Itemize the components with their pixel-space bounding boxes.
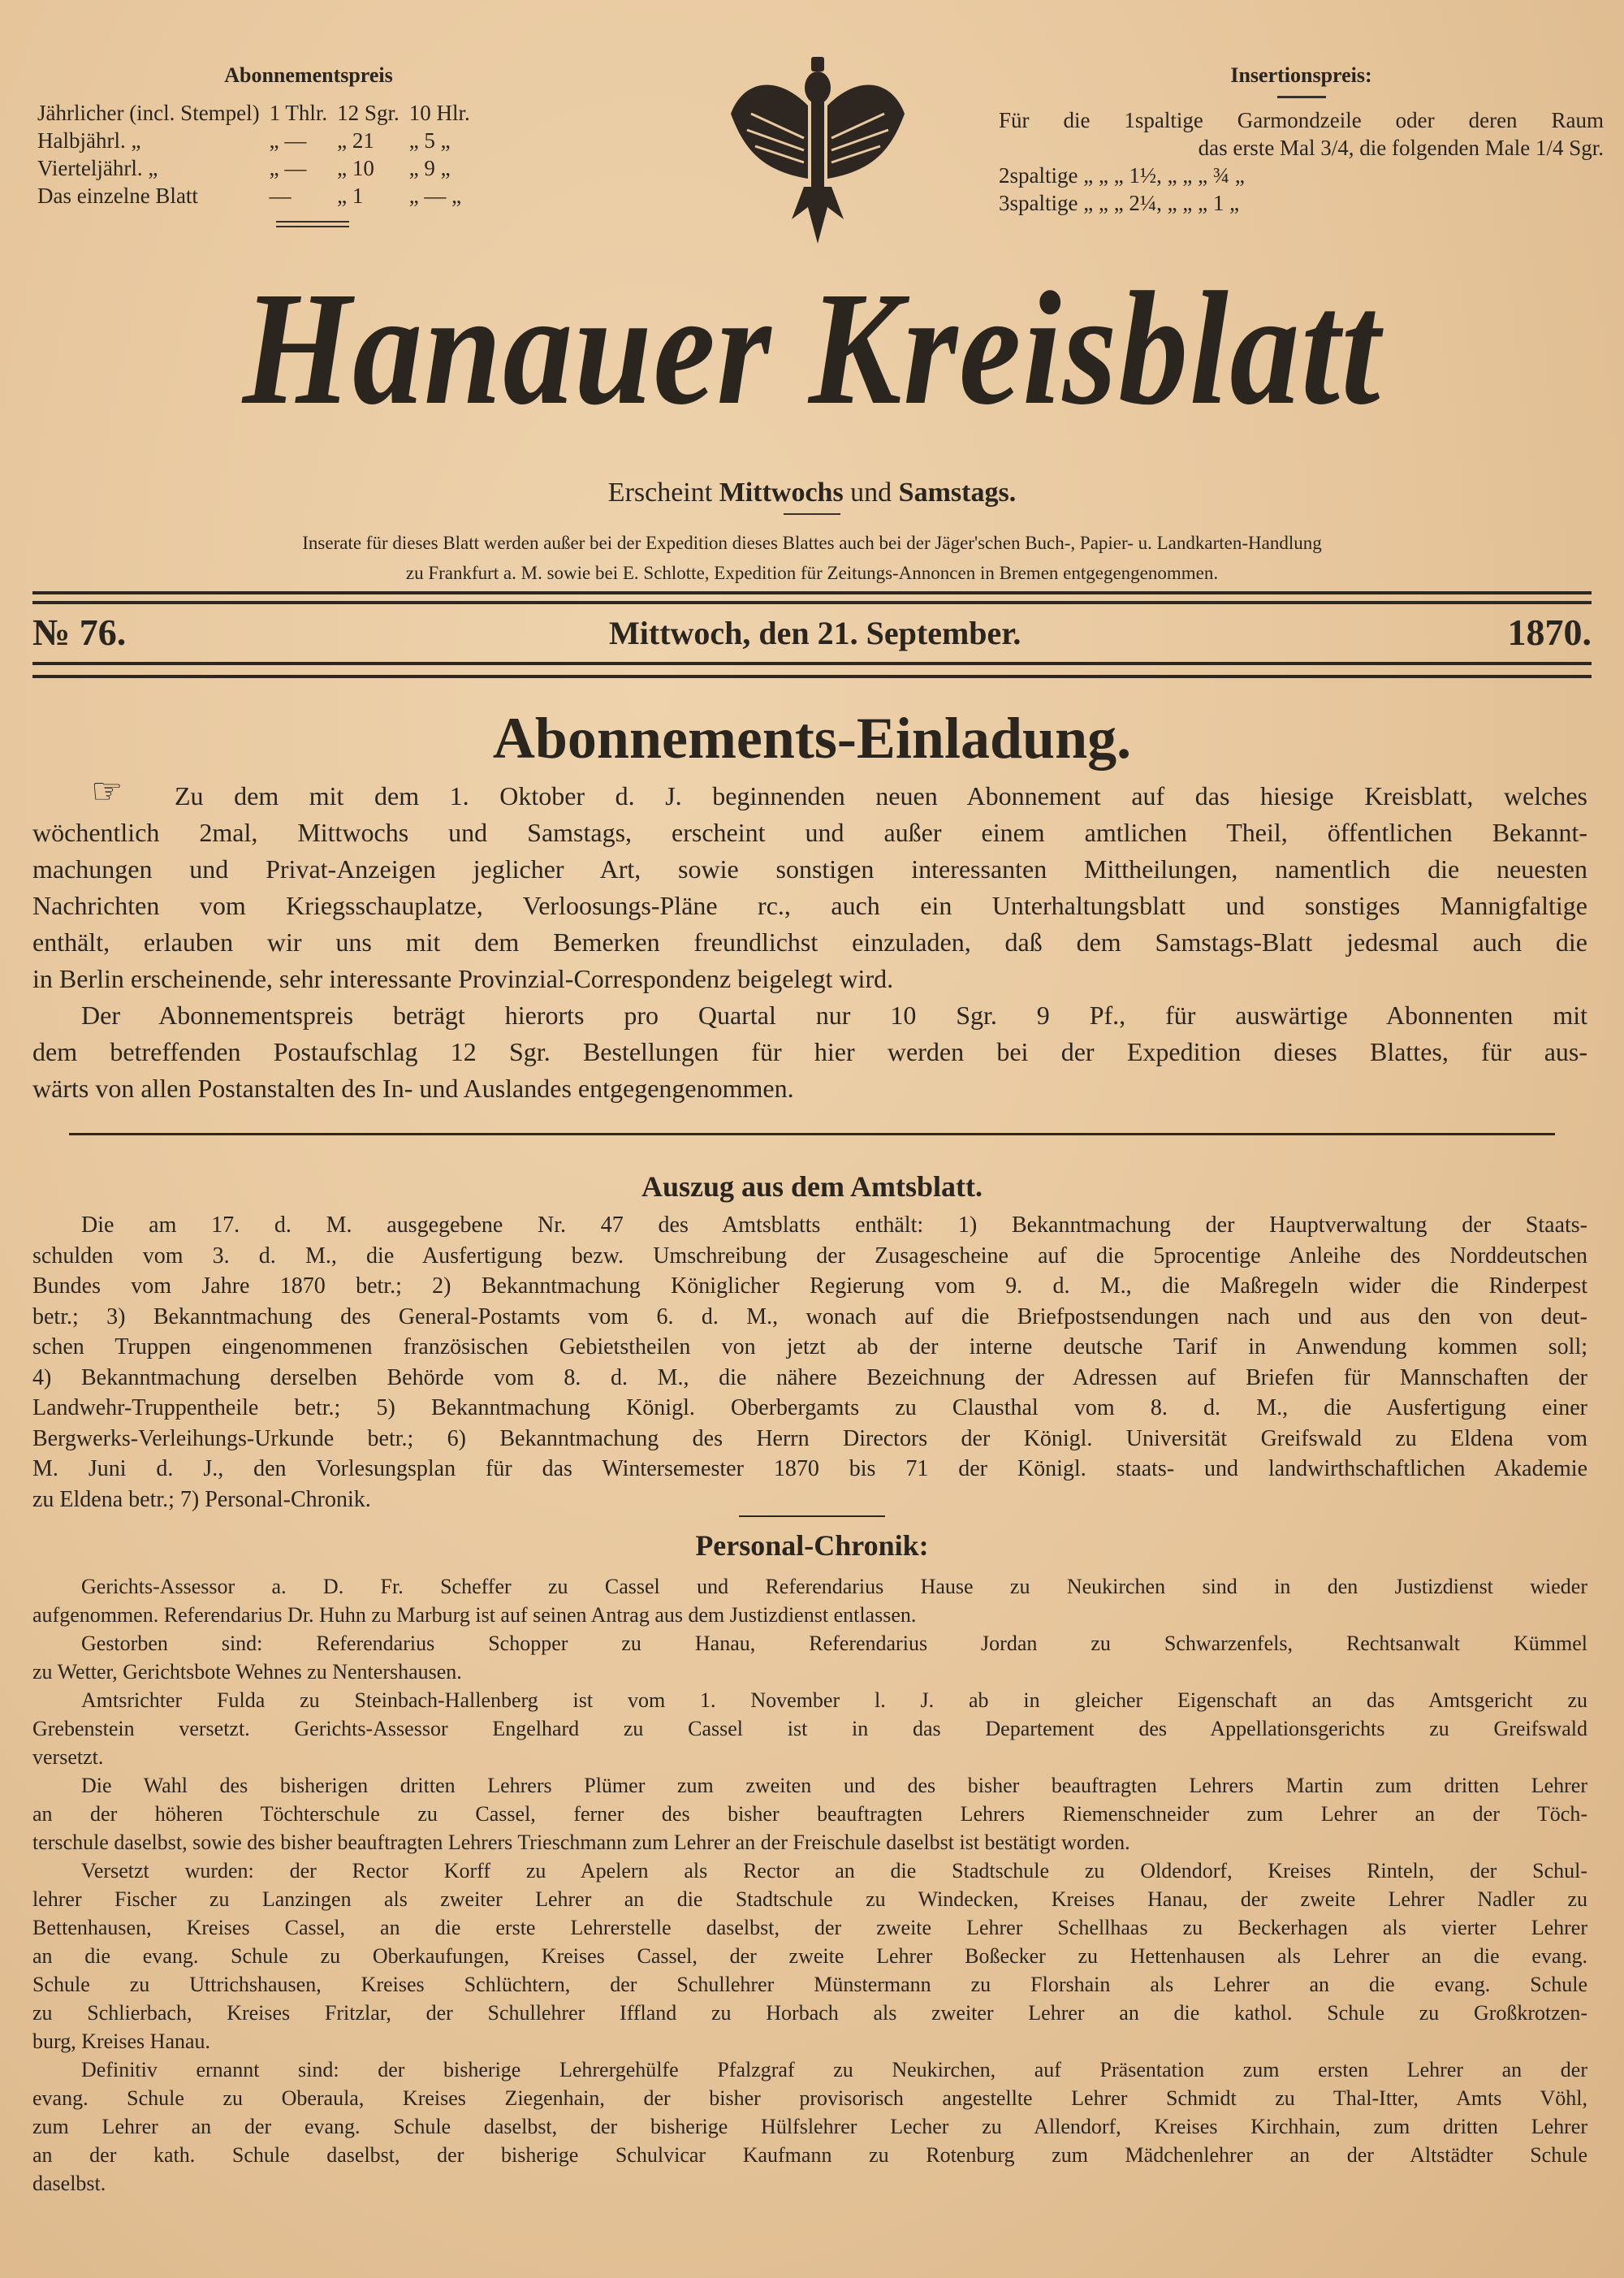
subscription-cell: 1 Thlr. (269, 100, 328, 125)
text-line: daselbst. (32, 2172, 106, 2195)
chronik-text (32, 1572, 1587, 2198)
subscription-cell: „ 21 (337, 128, 374, 153)
text-line: lehrer Fischer zu Lanzingen als zweiter Lehrer an die Stadtschule zu Windecken, Kreises Hanau, der zweite Lehrer Nadler zu (32, 1887, 1587, 1911)
issue-year: 1870. (1507, 612, 1592, 653)
advertising-notice (0, 528, 1624, 588)
text-line: Bergwerks-Verleihungs-Urkunde betr.; 6) Bekanntmachung des Herrn Directors der Königl. Universität Greifswald zu Eldena vom (32, 1425, 1587, 1451)
subscription-row (32, 127, 475, 154)
notice-line: zu Frankfurt a. M. sowie bei E. Schlotte, Expedition für Zeitungs-Annoncen in Bremen entgegengenommen. (405, 563, 1219, 583)
issue-date: Mittwoch, den 21. September. (609, 615, 1021, 651)
chronik-title: Personal-Chronik: (695, 1529, 929, 1562)
invitation-text (32, 778, 1587, 1107)
publication-schedule (0, 478, 1624, 508)
subscription-table (32, 99, 475, 210)
text-line: Bundes vom Jahre 1870 betr.; 2) Bekanntmachung Königlicher Regierung vom 9. d. M., die Maßregeln wider die Rinderpest (32, 1273, 1587, 1299)
double-rule (32, 662, 1592, 678)
subscription-cell: „ — (269, 128, 307, 153)
schedule-and: und (850, 478, 892, 508)
text-line: Schule zu Uttrichshausen, Kreises Schlüchtern, der Schullehrer Münstermann zu Florshain als Lehrer an die evang. Schule (32, 1973, 1587, 1996)
text-line: schen Truppen eingenommenen französischen Gebietstheilen von jetzt ab der interne deutsche Tarif in Anwendung kommen soll; (32, 1334, 1587, 1359)
text-line: Landwehr-Truppentheile betr.; 5) Bekanntmachung Königl. Oberbergamts zu Clausthal vom 8. d. M., die Ausfertigung einer (32, 1395, 1587, 1420)
subscription-cell: „ 5 „ (408, 128, 451, 153)
double-rule (32, 591, 1592, 604)
text-line: Nachrichten vom Kriegsschauplatze, Verloosungs-Pläne rc., auch ein Unterhaltungsblatt und sonstiges Mannigfaltige (32, 891, 1587, 920)
text-line: machungen und Privat-Anzeigen jeglicher Art, sowie sonstigen interessanten Mittheilungen, namentlich die neuesten (32, 854, 1587, 884)
text-line: terschule daselbst, sowie des bisher beauftragten Lehrers Trieschmann zum Lehrer an der Freischule daselbst ist bestätigt worden. (32, 1831, 1130, 1854)
subscription-row (32, 99, 475, 127)
text-line: Bettenhausen, Kreises Cassel, an die erste Lehrerstelle daselbst, der zweite Lehrer Schellhaas zu Beckerhagen als vierter Lehrer (32, 1916, 1587, 1939)
schedule-day-1: Mittwochs (719, 478, 844, 508)
text-line: schulden vom 3. d. M., die Ausfertigung bezw. Umschreibung der Zusagescheine auf die 5procentige Anleihe des Norddeutschen (32, 1243, 1587, 1269)
text-line: wöchentlich 2mal, Mittwochs und Samstags, erscheint und außer einem amtlichen Theil, öffentlichen Bekannt- (32, 818, 1587, 847)
pointing-hand-icon: ☞ (91, 772, 123, 811)
text-line: 4) Bekanntmachung derselben Behörde vom 8. d. M., die nähere Bezeichnung der Adressen auf Briefen für Mannschaften der (32, 1364, 1587, 1390)
text-line: wärts von allen Postanstalten des In- und Auslandes entgegengenommen. (32, 1074, 794, 1103)
insertion-line: 3spaltige „ „ „ 2¼, „ „ „ 1 „ (999, 191, 1240, 215)
divider (69, 1133, 1555, 1135)
subscription-cell: Das einzelne Blatt (37, 183, 198, 208)
text-line: an der kath. Schule daselbst, der bisherige Schulvicar Kaufmann zu Rotenburg zum Mädchenlehrer an der Altstädter Schule (32, 2143, 1587, 2167)
notice-line: Inserate für dieses Blatt werden außer bei der Expedition dieses Blattes auch bei der Jäger'schen Buch-, Papier- u. Landkarten-Handlung (302, 533, 1322, 553)
schedule-prefix: Erscheint (607, 478, 713, 508)
text-line: aufgenommen. Referendarius Dr. Huhn zu Marburg ist auf seinen Antrag aus dem Justizdienst entlassen. (32, 1603, 917, 1627)
text-line: betr.; 3) Bekanntmachung des General-Postamts vom 6. d. M., wonach auf die Briefpostsendungen nach und aus den von deut- (32, 1303, 1587, 1329)
text-line: Die am 17. d. M. ausgegebene Nr. 47 des Amtsblatts enthält: 1) Bekanntmachung der Hauptverwaltung der Staats- (81, 1212, 1587, 1238)
text-line: an der höheren Töchterschule zu Cassel, ferner des bisher beauftragten Lehrers Riemenschneider zum Lehrer an der Töch- (32, 1802, 1587, 1826)
subscription-cell: Jährlicher (incl. Stempel) (37, 100, 260, 125)
text-line: Gerichts-Assessor a. D. Fr. Scheffer zu Cassel und Referendarius Hause zu Neukirchen sind in den Justizdienst wieder (81, 1575, 1587, 1598)
text-line: zu Wetter, Gerichtsbote Wehnes zu Nentershausen. (32, 1660, 462, 1684)
text-line: an die evang. Schule zu Oberkaufungen, Kreises Cassel, der zweite Lehrer Boßecker zu Hettenhausen als Lehrer an die evang. (32, 1944, 1587, 1968)
subscription-cell: Vierteljährl. „ (37, 155, 158, 180)
text-line: M. Juni d. J., den Vorlesungsplan für das Wintersemester 1870 bis 71 der Königl. staats- und landwirthschaftlichen Akademie (32, 1456, 1587, 1481)
insertion-title: Insertionspreis: (1230, 63, 1372, 87)
insertion-line: Für die 1spaltige Garmondzeile oder deren Raum (999, 108, 1604, 132)
subscription-cell: „ — „ (408, 183, 462, 208)
text-line: Versetzt wurden: der Rector Korff zu Apelern als Rector an die Stadtschule zu Oldendorf, Kreises Rinteln, der Schul- (81, 1859, 1587, 1882)
subscription-cell: — (269, 183, 292, 208)
eagle-icon (727, 57, 909, 244)
issue-number: № 76. (32, 612, 127, 653)
amtsblatt-title: Auszug aus dem Amtsblatt. (641, 1170, 983, 1203)
subscription-cell: „ 1 (337, 183, 364, 208)
subscription-cell: Halbjährl. „ (37, 128, 141, 153)
text-line: enthält, erlauben wir uns mit dem Bemerken freundlichst einzuladen, daß dem Samstags-Blatt jedesmal auch die (32, 927, 1587, 957)
text-line: evang. Schule zu Oberaula, Kreises Ziegenhain, der bisher provisorisch angestellte Lehrer Schmidt zu Thal-Itter, Amts Vöhl, (32, 2086, 1587, 2110)
subscription-row (32, 154, 475, 182)
issue-line (32, 611, 1592, 656)
divider (739, 1515, 885, 1517)
text-line: Definitiv ernannt sind: der bisherige Lehrergehülfe Pfalzgraf zu Neukirchen, auf Präsentation zum ersten Lehrer an der (81, 2058, 1587, 2081)
subscription-price-block (32, 63, 585, 227)
text-line: zu Eldena betr.; 7) Personal-Chronik. (32, 1486, 371, 1512)
subscription-cell: „ 10 (337, 155, 374, 180)
text-line: Gestorben sind: Referendarius Schopper zu Hanau, Referendarius Jordan zu Schwarzenfels, Rechtsanwalt Kümmel (81, 1632, 1587, 1655)
divider (57, 513, 1567, 516)
subscription-cell: 10 Hlr. (408, 100, 470, 125)
subscription-row (32, 182, 475, 210)
text-line: dem betreffenden Postaufschlag 12 Sgr. Bestellungen für hier werden bei der Expedition dieses Blattes, für aus- (32, 1037, 1587, 1066)
text-line: Amtsrichter Fulda zu Steinbach-Hallenberg ist vom 1. November l. J. ab in gleicher Eigenschaft an das Amtsgericht zu (81, 1688, 1587, 1712)
schedule-day-2: Samstags. (898, 478, 1017, 508)
text-line: zu Schlierbach, Kreises Fritzlar, der Schullehrer Iffland zu Horbach als zweiter Lehrer an die kathol. Schule zu Großkrotzen- (32, 2001, 1587, 2025)
insertion-line: das erste Mal 3/4, die folgenden Male 1/4 Sgr. (1198, 136, 1604, 160)
subscription-cell: 12 Sgr. (337, 100, 400, 125)
text-line: zum Lehrer an der evang. Schule daselbst, der bisherige Hülfslehrer Lecher zu Allendorf, Kreises Kirchhain, zum dritten Lehrer (32, 2115, 1587, 2138)
insertion-line: 2spaltige „ „ „ 1½, „ „ „ ¾ „ (999, 163, 1245, 188)
subscription-cell: „ 9 „ (408, 155, 451, 180)
subscription-cell: „ — (269, 155, 307, 180)
text-line: in Berlin erscheinende, sehr interessante Provinzial-Correspondenz beigelegt wird. (32, 964, 894, 993)
text-line: Zu dem mit dem 1. Oktober d. J. beginnenden neuen Abonnement auf das hiesige Kreisblatt, welches (175, 781, 1587, 810)
text-line: Die Wahl des bisherigen dritten Lehrers Plümer zum zweiten und des bisher beauftragten Lehrers Martin zum dritten Lehrer (81, 1774, 1587, 1797)
subscription-title: Abonnementspreis (224, 63, 393, 87)
amtsblatt-text (32, 1210, 1587, 1515)
text-line: Grebenstein versetzt. Gerichts-Assessor Engelhard zu Cassel ist in das Departement des Appellationsgerichts zu Greifswald (32, 1717, 1587, 1740)
invitation-title: Abonnements-Einladung. (492, 706, 1132, 771)
ornament-divider (276, 221, 349, 227)
text-line: burg, Kreises Hanau. (32, 2029, 211, 2053)
text-line: Der Abonnementspreis beträgt hierorts pro Quartal nur 10 Sgr. 9 Pf., für auswärtige Abonnenten mit (81, 1001, 1587, 1030)
masthead-title: Hanauer Kreisblatt (242, 259, 1382, 439)
text-line: versetzt. (32, 1745, 104, 1769)
insertion-price-block (999, 63, 1604, 217)
